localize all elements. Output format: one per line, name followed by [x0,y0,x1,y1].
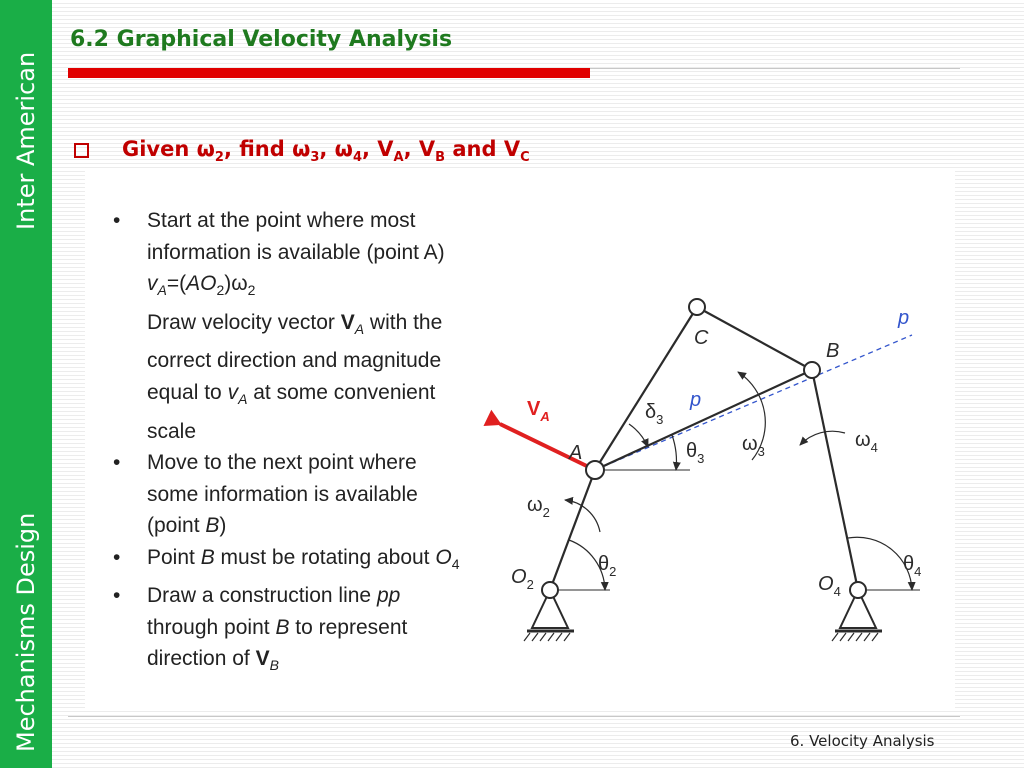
label-theta3: $\theta_3$ [686,440,705,466]
joint-c [689,299,705,315]
sidebar-title-top: Inter American [12,51,40,230]
four-bar-mechanism-diagram [480,280,950,670]
label-b: B [826,340,840,362]
footer-rule [68,716,960,717]
joint-o4 [850,582,866,598]
sidebar-title-bottom: Mechanisms Design [12,512,40,752]
bullet-item-rotating [113,542,483,581]
bullet-line: (point B) [147,514,227,538]
bullet-line: Draw a construction line pp [147,584,401,608]
bullet-item-start-point [113,205,483,447]
label-a: A [569,442,583,464]
bullet-line: scale [147,419,197,443]
label-p-top: p [898,307,910,329]
label-o4: $O_4$ [818,573,841,599]
label-c: C [694,327,709,349]
label-theta2: $\theta_2$ [598,553,617,579]
bullet-dot-icon: • [113,209,121,232]
bullet-item-next-point [113,447,483,542]
label-omega4: $\omega_4$ [855,429,878,455]
checkbox-bullet-icon [74,143,89,158]
bullet-line: Point B must be rotating about $O_4$ [147,545,460,572]
bullet-dot-icon: • [113,451,121,475]
bullet-line: Move to the next point where [147,451,417,475]
bullet-line: correct direction and magnitude [147,349,442,373]
label-omega3: $\omega_3$ [742,433,765,459]
bullet-dot-icon: • [113,584,121,608]
bullet-line: some information is available [147,482,418,506]
label-va: $V_A$ [527,398,550,424]
bullet-line: through point B to represent [147,615,408,639]
label-theta4: $\theta_4$ [903,553,922,579]
footer-section-label: 6. Velocity Analysis [790,732,935,750]
label-delta3: $\delta_3$ [645,401,664,427]
slide-title: 6.2 Graphical Velocity Analysis [70,27,453,52]
joint-b [804,362,820,378]
title-underline-rule [590,68,960,69]
label-omega2: $\omega_2$ [527,494,550,520]
bullet-line: Start at the point where most [147,209,416,232]
sidebar [0,0,52,768]
bullet-list [113,205,483,682]
given-statement: Given $\omega_2$, find $\omega_3$, $\omega_4$, $V_A$, $V_B$ and $V_C$ [122,137,530,166]
label-o2: $O_2$ [511,566,534,592]
bullet-line: direction of $V_B$ [147,647,279,674]
bullet-line: information is available (point A) [147,240,445,264]
bullet-line: Draw velocity vector $V_A$ with the [147,310,443,337]
label-p-mid: p [690,389,702,411]
bullet-line: equal to $v_A$ at some convenient [147,380,436,408]
bullet-dot-icon: • [113,545,121,569]
velocity-equation: $v_A=(AO_2)\omega_2$ [147,272,256,299]
crank-link-2 [550,470,595,590]
bullet-item-construction-line [113,580,483,682]
joint-o2 [542,582,558,598]
rocker-link-4 [812,370,858,590]
joint-a [586,461,604,479]
title-underline-bar [68,68,590,78]
